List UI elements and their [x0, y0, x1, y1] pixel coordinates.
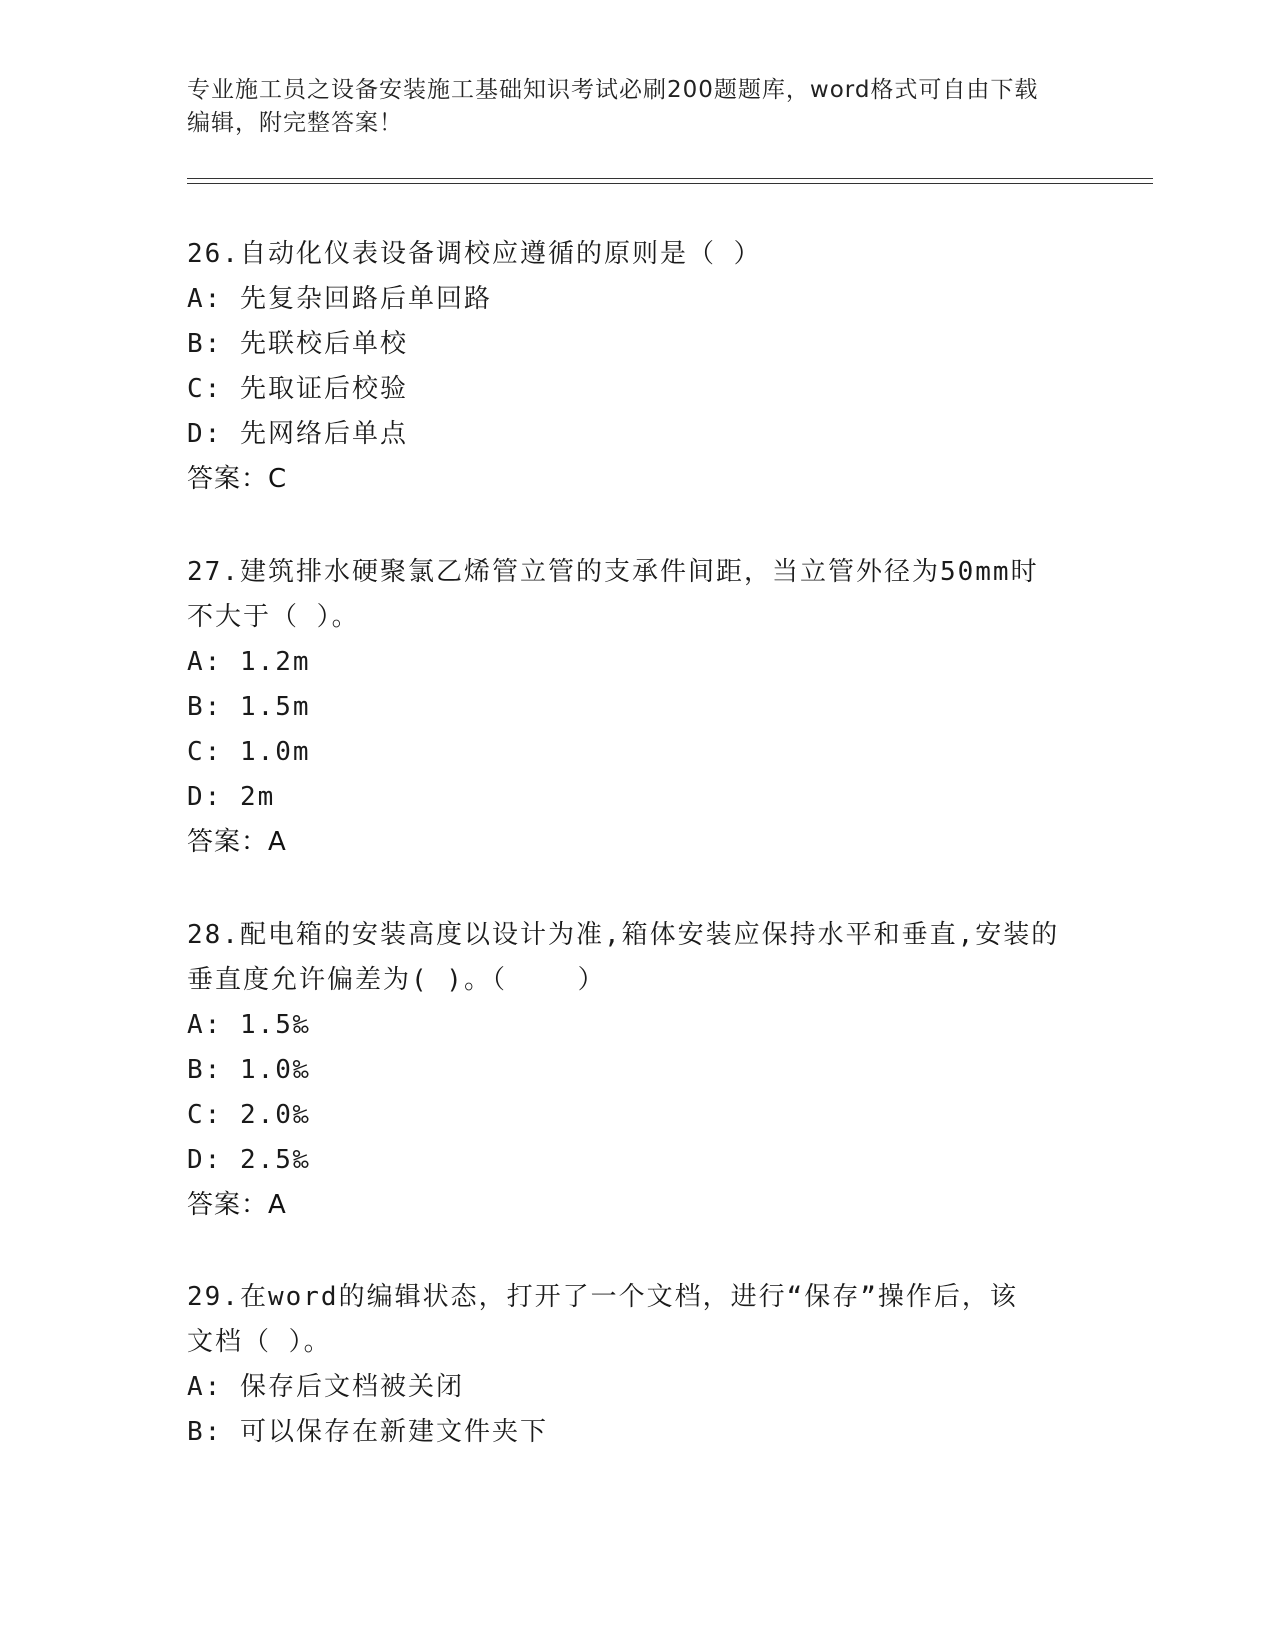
question-27 — [187, 550, 1087, 865]
option-a: A: 保存后文档被关闭 — [187, 1372, 464, 1402]
option-d: D: 2.5‰ — [187, 1145, 311, 1175]
header-line-2: 编辑，附完整答案！ — [187, 110, 403, 136]
option-c: C: 1.0m — [187, 737, 311, 767]
header-line-1: 专业施工员之设备安装施工基础知识考试必刷200题题库，word格式可自由下载 — [187, 77, 1039, 103]
question-stem-line-1: 29.在word的编辑状态，打开了一个文档，进行“保存”操作后，该 — [187, 1282, 1018, 1312]
answer: 答案：A — [187, 1190, 287, 1220]
option-b: B: 1.0‰ — [187, 1055, 311, 1085]
option-a: A: 先复杂回路后单回路 — [187, 284, 492, 314]
option-a: A: 1.5‰ — [187, 1010, 311, 1040]
question-29 — [187, 1275, 1087, 1455]
option-b: B: 1.5m — [187, 692, 311, 722]
answer: 答案：A — [187, 827, 287, 857]
header-divider-bottom — [187, 183, 1153, 184]
question-stem: 26.自动化仪表设备调校应遵循的原则是（ ） — [187, 239, 762, 269]
option-b: B: 先联校后单校 — [187, 329, 408, 359]
option-c: C: 先取证后校验 — [187, 374, 408, 404]
question-stem-line-1: 28.配电箱的安装高度以设计为准,箱体安装应保持水平和垂直,安装的 — [187, 920, 1060, 950]
question-stem-line-2: 垂直度允许偏差为( )。（ ） — [187, 965, 606, 995]
option-a: A: 1.2m — [187, 647, 311, 677]
question-stem-line-2: 不大于（ ）。 — [187, 602, 360, 632]
document-header — [187, 74, 1087, 140]
question-stem-line-1: 27.建筑排水硬聚氯乙烯管立管的支承件间距，当立管外径为50mm时 — [187, 557, 1039, 587]
question-26 — [187, 232, 1087, 502]
header-divider-top — [187, 178, 1153, 179]
option-c: C: 2.0‰ — [187, 1100, 311, 1130]
option-d: D: 2m — [187, 782, 276, 812]
option-b: B: 可以保存在新建文件夹下 — [187, 1417, 548, 1447]
question-stem-line-2: 文档（ ）。 — [187, 1327, 332, 1357]
answer: 答案：C — [187, 464, 288, 494]
question-28 — [187, 913, 1087, 1228]
option-d: D: 先网络后单点 — [187, 419, 408, 449]
